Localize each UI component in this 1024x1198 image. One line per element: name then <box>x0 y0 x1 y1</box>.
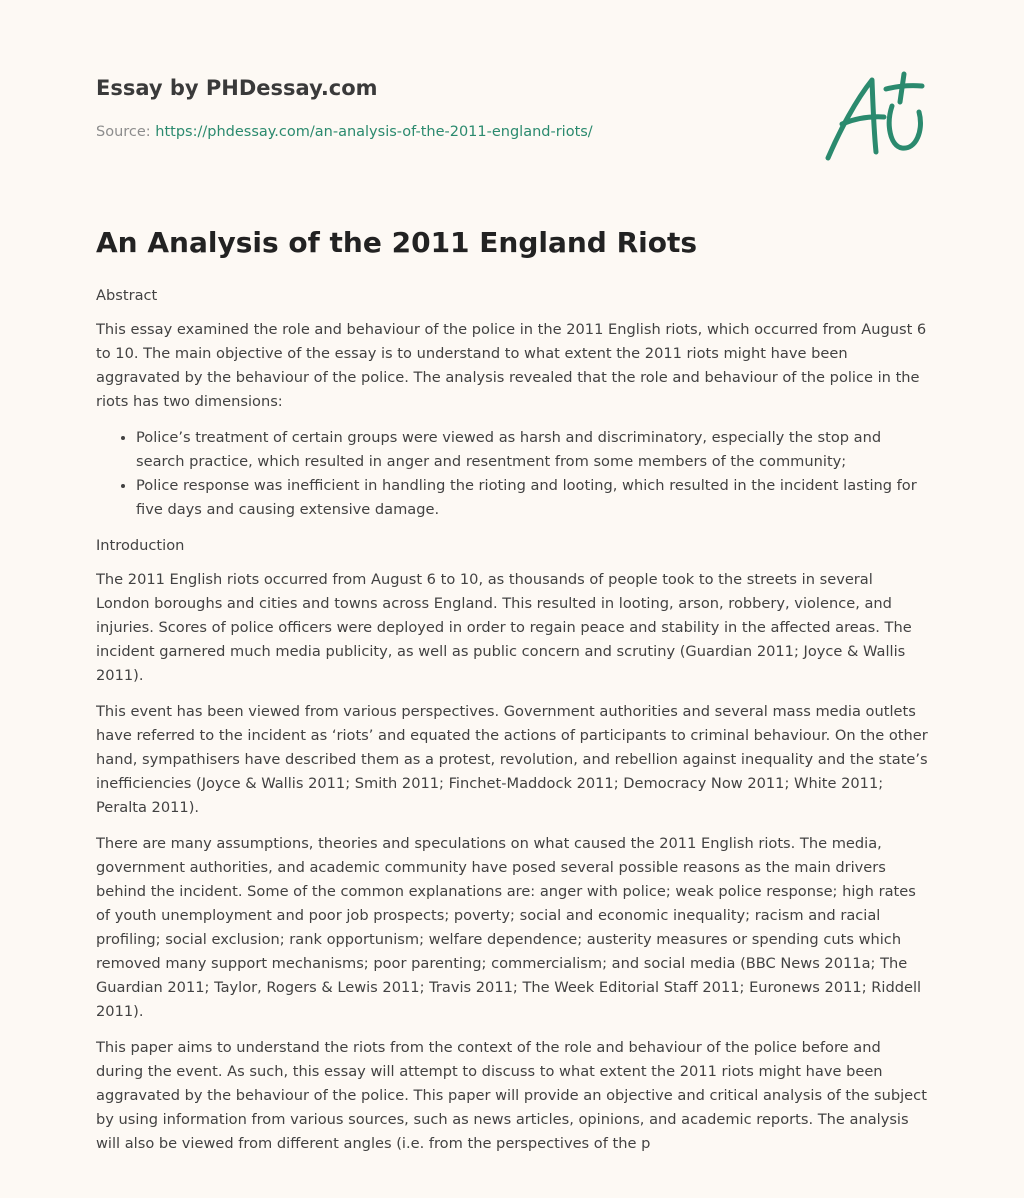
bullet-item: • Police’s treatment of certain groups were viewed as harsh and discriminatory, especially the stop and search practice, which resulted in anger and resentment from some members of the community; <box>136 426 930 474</box>
body-paragraph: This event has been viewed from various perspectives. Government authorities and several mass media outlets have referred to the incident as ‘riots’ and equated the actions of participants to criminal behaviour. On the other hand, sympathisers have described them as a protest, revolution, and rebellion against inequality and the state’s inefficiencies (Joyce & Wallis 2011; Smith 2011; Finchet-Maddock 2011; Democracy Now 2011; White 2011; Peralta 2011). <box>96 703 928 816</box>
source-line <box>96 124 593 140</box>
page-title: An Analysis of the 2011 England Riots <box>96 226 698 259</box>
body-paragraph: The 2011 English riots occurred from August 6 to 10, as thousands of people took to the streets in several London boroughs and cities and towns across England. This resulted in looting, arson, robbery, violence, and injuries. Scores of police officers were deployed in order to regain peace and stability in the affected areas. The incident garnered much media publicity, as well as public concern and scrutiny (Guardian 2011; Joyce & Wallis 2011). <box>96 571 912 684</box>
body-paragraph: This paper aims to understand the riots from the context of the role and behaviour of the police before and during the event. As such, this essay will attempt to discuss to what extent the 2011 riots might have been aggravated by the behaviour of the police. This paper will provide an objective and critical analysis of the subject by using information from various sources, such as news articles, opinions, and academic reports. The analysis will also be viewed from different angles (i.e. from the perspectives of the p <box>96 1039 927 1152</box>
site-brand: Essay by PHDessay.com <box>96 76 378 100</box>
abstract-paragraph: This essay examined the role and behaviour of the police in the 2011 English riots, which occurred from August 6 to 10. The main objective of the essay is to understand to what extent the 2011 riots might have been aggravated by the behaviour of the police. The analysis revealed that the role and behaviour of the police in the riots has two dimensions: <box>96 321 927 410</box>
abstract-bullet-list <box>96 426 930 522</box>
source-label: Source: <box>96 124 156 140</box>
source-link[interactable]: https://phdessay.com/an-analysis-of-the-2011-england-riots/ <box>155 124 593 140</box>
a-plus-logo-icon <box>822 68 928 164</box>
abstract-heading: Abstract <box>96 287 158 304</box>
body-paragraph: There are many assumptions, theories and speculations on what caused the 2011 English riots. The media, government authorities, and academic community have posed several possible reasons as the main drivers behind the incident. Some of the common explanations are: anger with police; weak police response; high rates of youth unemployment and poor job prospects; poverty; social and economic inequality; racism and racial profiling; social exclusion; rank opportunism; welfare dependence; austerity measures or spending cuts which removed many support mechanisms; poor parenting; commercialism; and social media (BBC News 2011a; The Guardian 2011; Taylor, Rogers & Lewis 2011; Travis 2011; The Week Editorial Staff 2011; Euronews 2011; Riddell 2011). <box>96 835 922 1020</box>
introduction-heading: Introduction <box>96 537 185 554</box>
essay-content <box>96 284 930 1198</box>
bullet-item: • Police response was inefficient in handling the rioting and looting, which resulted in the incident lasting for five days and causing extensive damage. <box>136 474 930 522</box>
